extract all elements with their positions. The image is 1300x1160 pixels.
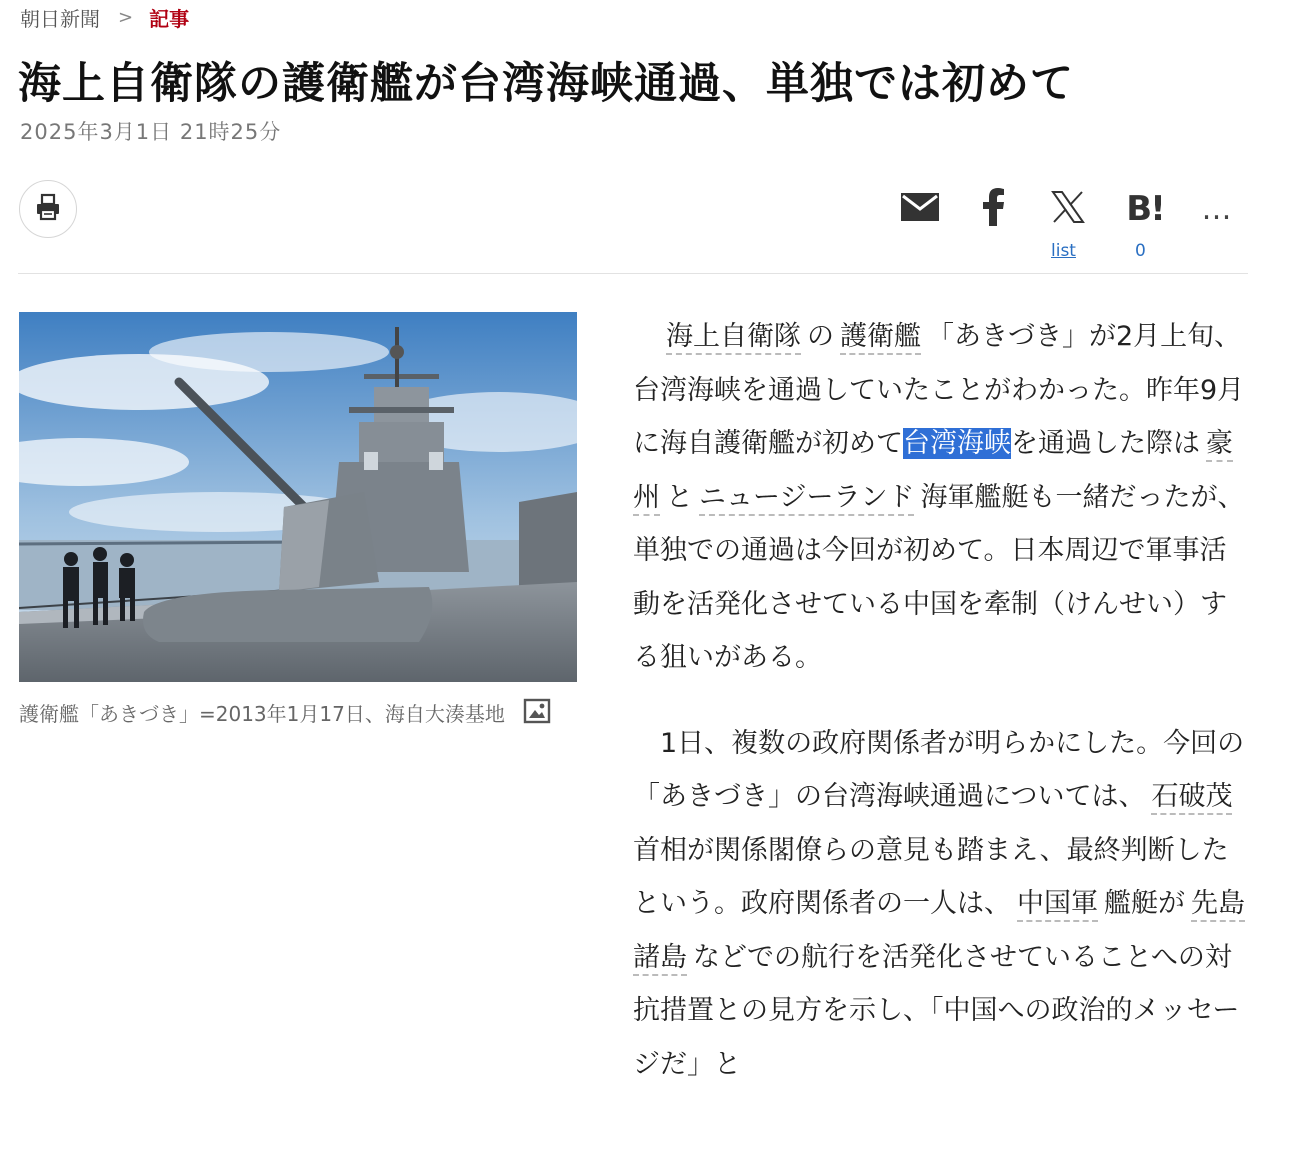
article-body	[633, 310, 1253, 1091]
article-paragraph-1	[633, 310, 1253, 685]
breadcrumb-home[interactable]: 朝日新聞	[20, 6, 100, 31]
body-text: などでの航行を活発化させていることへの対抗措置との見方を示し、「中国への政治的メッセージだ」と	[633, 941, 1240, 1080]
share-more-button[interactable]	[1195, 187, 1239, 231]
keyword-link[interactable]: 豪州	[633, 428, 1233, 516]
image-icon[interactable]	[523, 698, 551, 734]
article-paragraph-2	[633, 717, 1253, 1092]
body-text: 首相が関係閣僚らの意見も踏まえ、最終判断したという。政府関係者の一人は、	[633, 834, 1229, 919]
breadcrumb-current[interactable]: 記事	[149, 6, 190, 31]
header-divider	[18, 273, 1248, 274]
breadcrumb-separator: >	[118, 6, 134, 28]
breadcrumb	[20, 2, 189, 32]
body-text: 海軍艦艇も一緒だったが、単独での通過は今回が初めて。日本周辺で軍事活動を活発化させている中国を牽制（けんせい）する狙いがある。	[633, 481, 1245, 673]
keyword-link[interactable]: 護衛艦	[840, 321, 921, 355]
body-text: と	[666, 481, 693, 513]
selected-text[interactable]: 台湾海峡	[903, 428, 1011, 459]
hatebu-icon: B!	[1126, 189, 1164, 229]
body-text: を通過した際は	[1011, 428, 1200, 459]
keyword-link[interactable]: 石破茂	[1151, 781, 1232, 815]
photo-caption-text: 護衛艦「あきづき」=2013年1月17日、海自大湊基地	[19, 702, 505, 726]
facebook-icon	[982, 188, 1006, 230]
share-hatebu-button[interactable]	[1120, 187, 1170, 231]
share-x-button[interactable]	[1046, 187, 1090, 231]
keyword-link[interactable]: ニュージーランド	[699, 482, 914, 516]
keyword-link[interactable]: 中国軍	[1017, 888, 1098, 922]
keyword-link[interactable]: 先島諸島	[633, 888, 1245, 976]
print-icon	[33, 192, 63, 226]
body-text: の	[807, 321, 834, 352]
body-text: 艦艇が	[1104, 888, 1185, 919]
keyword-link[interactable]: 海上自衛隊	[666, 321, 801, 355]
x-list-link[interactable]: list	[1051, 241, 1076, 261]
body-text	[633, 321, 660, 352]
hatebu-count[interactable]: 0	[1135, 241, 1146, 261]
share-mail-button[interactable]	[898, 187, 942, 231]
photo-caption	[19, 697, 579, 734]
share-facebook-button[interactable]	[972, 187, 1016, 231]
share-bar	[890, 183, 1250, 263]
mail-icon	[900, 192, 940, 226]
x-icon	[1051, 190, 1085, 228]
print-button[interactable]	[19, 180, 77, 238]
article-title: 海上自衛隊の護衛艦が台湾海峡通過、単独では初めて	[18, 59, 1074, 109]
body-text: 「あきづき」が2月上旬、台湾海峡を通過していたことがわかった。昨年9月に海自護衛艦が初めて	[633, 321, 1245, 459]
article-date: 2025年3月1日 21時25分	[20, 120, 282, 144]
article-photo[interactable]	[19, 312, 577, 682]
more-icon: …	[1201, 191, 1233, 227]
body-text: 1日、複数の政府関係者が明らかにした。今回の「あきづき」の台湾海峡通過については、	[633, 727, 1245, 812]
